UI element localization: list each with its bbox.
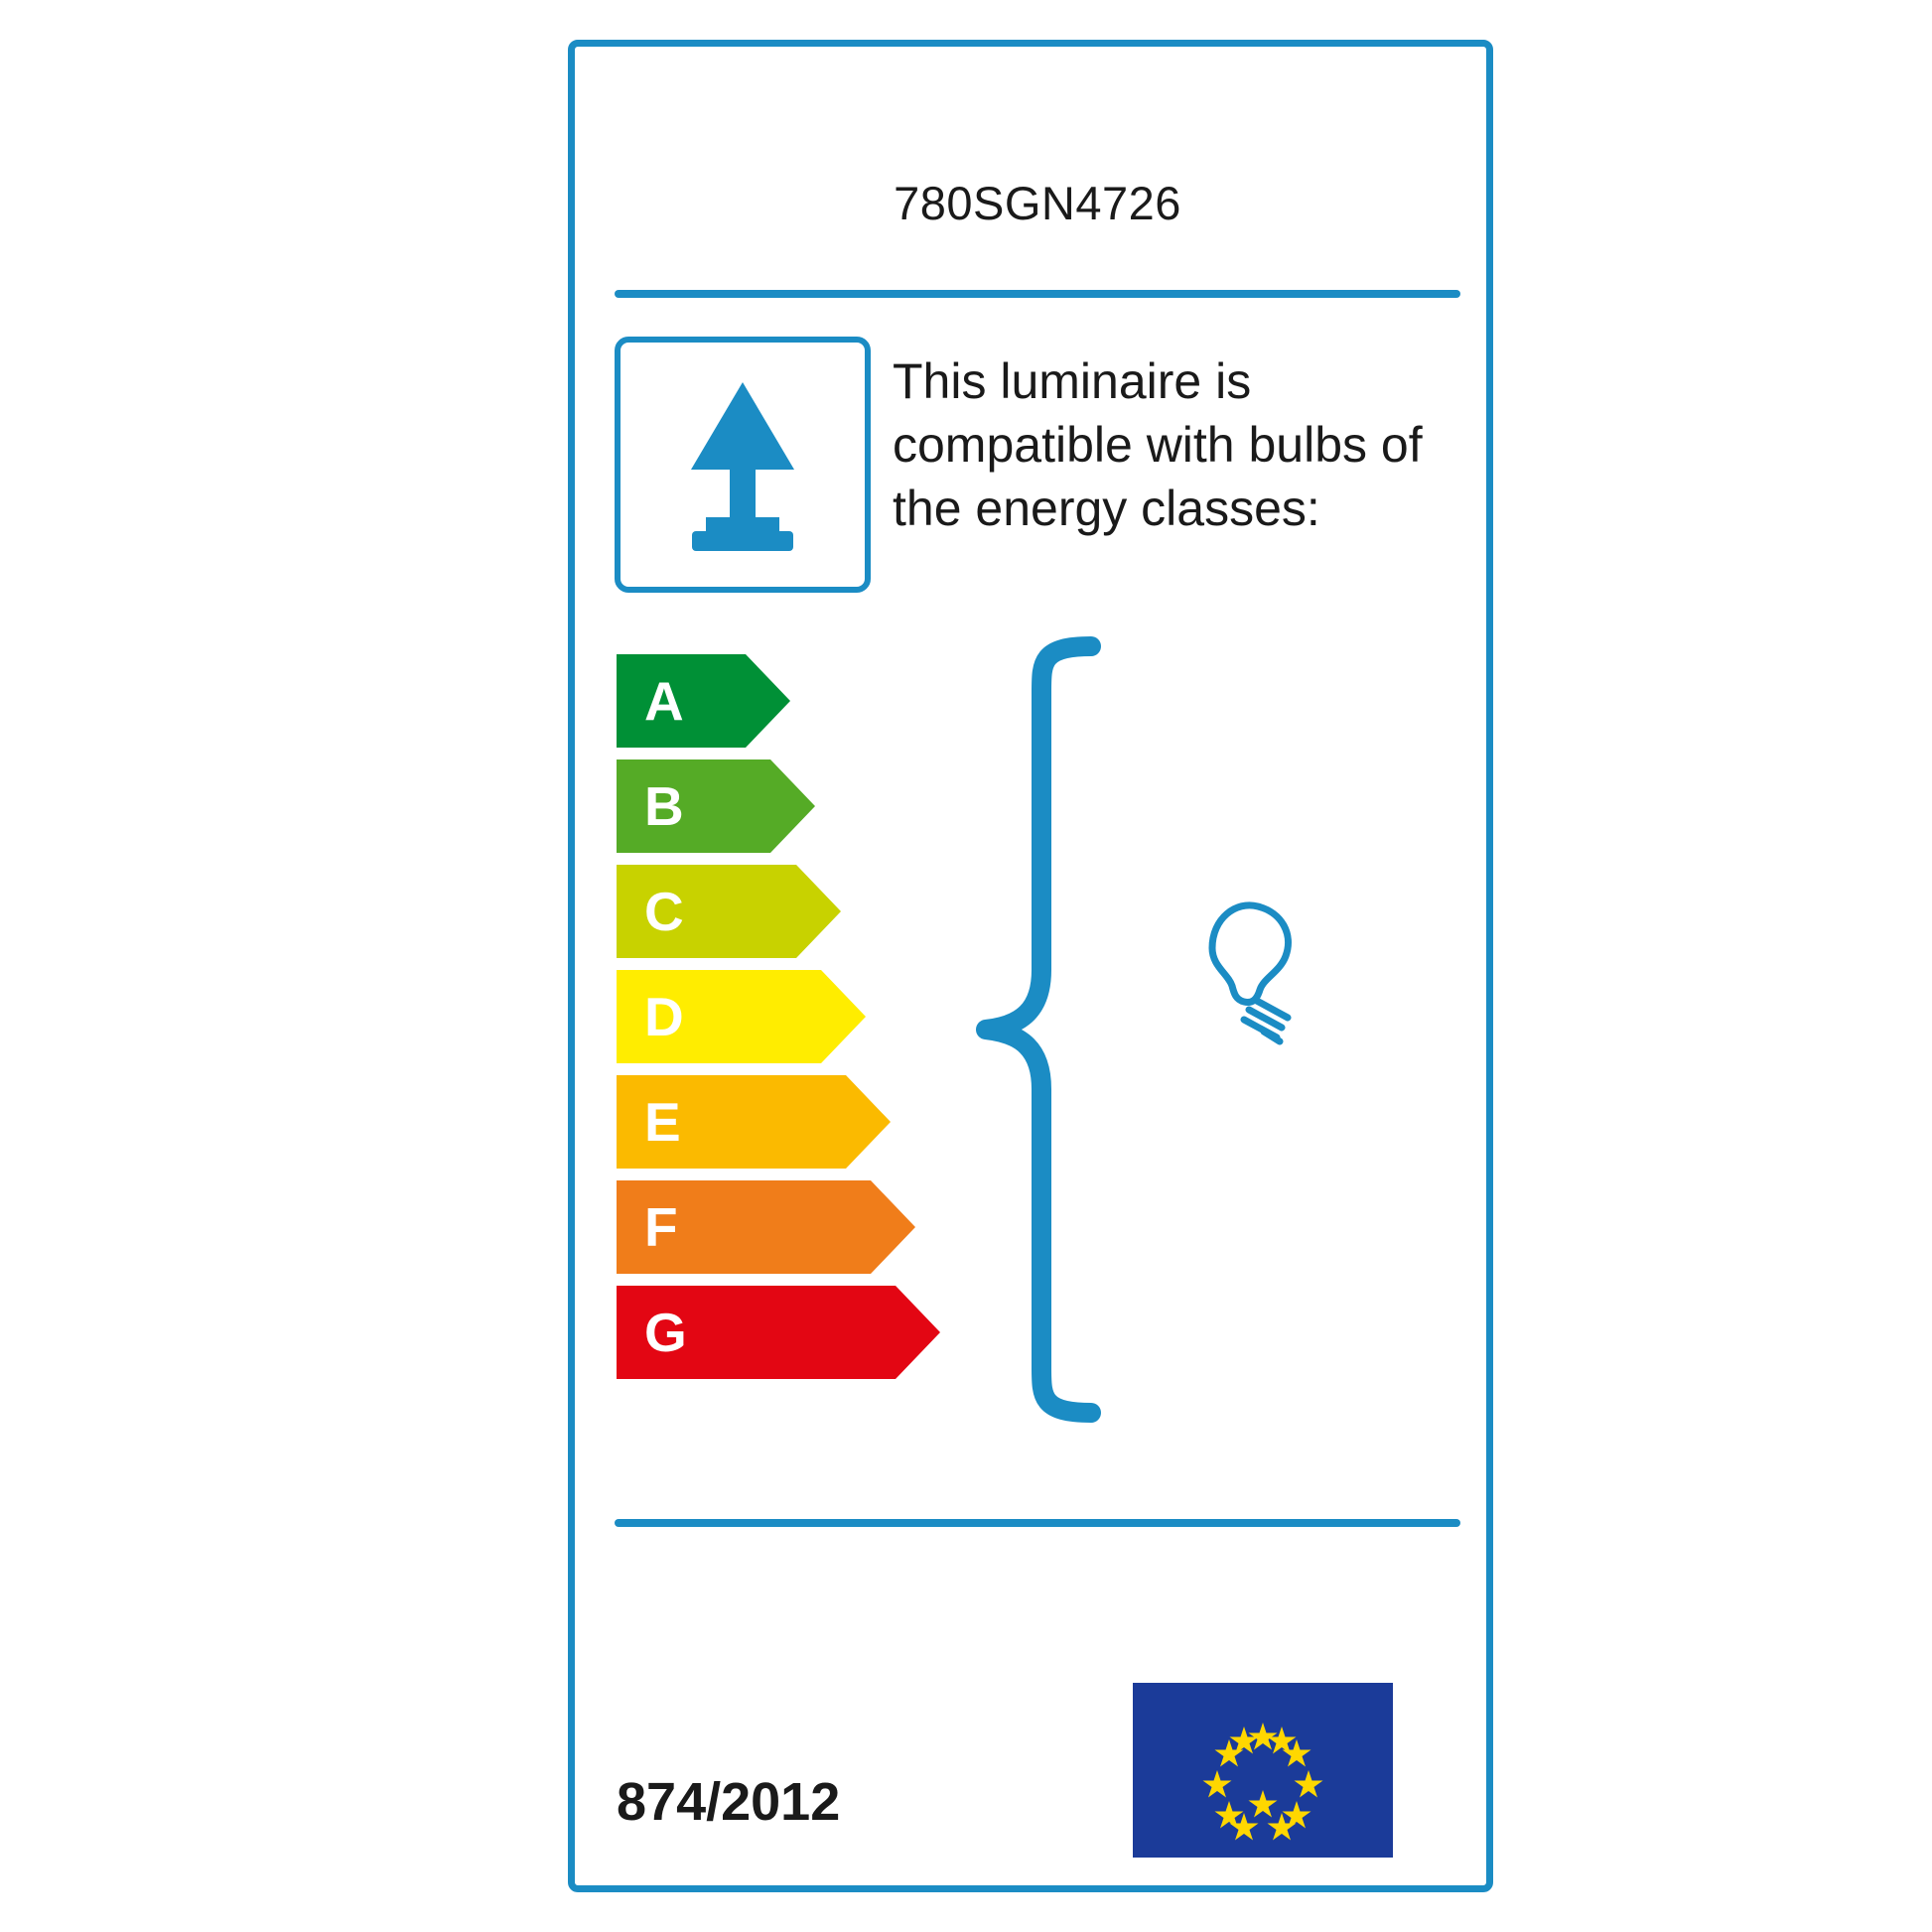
bar-label-b: B [644,775,684,837]
lamp-icon-box [615,337,871,593]
bar-label-g: G [644,1302,687,1363]
model-code: 780SGN4726 [894,177,1181,229]
bar-a [617,654,790,748]
table-lamp-icon [621,343,865,587]
bar-label-f: F [644,1196,678,1258]
curly-brace-icon [972,632,1151,1432]
energy-label-card [568,40,1493,1892]
bar-label-c: C [644,881,684,942]
eu-flag-icon [1133,1683,1393,1858]
bar-label-d: D [644,986,684,1047]
regulation-number: 874/2012 [617,1772,841,1832]
divider-bottom [615,1519,1460,1527]
compatibility-text: This luminaire is compatible with bulbs of the energy classes: [893,353,1423,536]
divider-top [615,290,1460,298]
light-bulb-icon [1161,891,1339,1074]
bar-label-a: A [644,670,684,732]
bar-label-e: E [644,1091,681,1153]
